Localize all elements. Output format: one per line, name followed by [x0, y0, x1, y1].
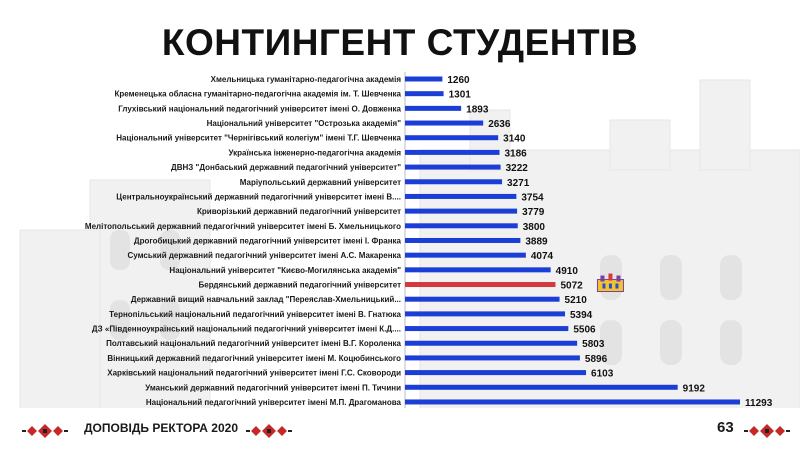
ornament-left-icon: [22, 424, 68, 438]
category-label: Національний педагогічний університет імені М.П. Драгоманова: [145, 397, 401, 407]
slide-title: КОНТИНГЕНТ СТУДЕНТІВ: [161, 22, 639, 63]
bar: [405, 341, 577, 346]
bar: [405, 135, 498, 140]
bar: [405, 209, 517, 214]
bar: [405, 179, 502, 184]
category-label: Уманський державний педагогічний університет імені П. Тичини: [145, 383, 401, 393]
data-label: 3754: [521, 192, 544, 204]
bar: [405, 223, 518, 228]
category-label: Харківський національний педагогічний університет імені Г.С. Сковороди: [107, 368, 401, 378]
category-label: Тернопільський національний педагогічний університет імені В. Гнатюка: [109, 309, 401, 319]
data-label: 5803: [582, 339, 605, 351]
category-label: Мелітопольський державний педагогічний університет імені Б. Хмельницького: [84, 221, 401, 231]
footer-report-title: ДОПОВІДЬ РЕКТОРА 2020: [84, 421, 238, 435]
bar: [405, 355, 580, 360]
university-building-icon: [597, 274, 623, 292]
data-label: 6103: [591, 368, 614, 380]
data-label: 5506: [573, 324, 596, 336]
bar: [405, 326, 568, 331]
category-label: Хмельницька гуманітарно-педагогічна академія: [210, 75, 401, 84]
category-label: Українська інженерно-педагогічна академія: [228, 148, 401, 158]
ornament-right-icon: [744, 424, 790, 438]
data-label: 3222: [505, 163, 528, 175]
bar: [405, 165, 501, 170]
data-label: 5072: [560, 280, 583, 292]
data-label: 3271: [507, 177, 530, 189]
bar: [405, 150, 500, 155]
category-label: Сумський державний педагогічний університет імені А.С. Макаренка: [127, 251, 401, 261]
data-label: 3779: [522, 207, 545, 219]
bar: [405, 297, 560, 302]
bar: [405, 370, 586, 375]
data-label: 1301: [448, 89, 471, 101]
page-number: 63: [717, 419, 734, 436]
data-label: 1893: [466, 104, 489, 116]
category-label: Бердянський державний педагогічний університет: [198, 280, 401, 290]
data-label: 4910: [555, 265, 578, 277]
bar: [405, 253, 526, 258]
category-label: Дрогобицький державний педагогічний університет імені І. Франка: [133, 236, 401, 246]
bar: [405, 267, 551, 272]
bar: [405, 91, 444, 96]
data-label: 4074: [530, 251, 554, 263]
category-label: Національний університет "Києво-Могилянська академія": [169, 265, 401, 275]
data-label: 3889: [525, 236, 548, 248]
bar: [405, 121, 483, 126]
bar: [405, 194, 516, 199]
bar: [405, 77, 442, 82]
data-label: 9192: [682, 383, 705, 395]
data-label: 3186: [504, 148, 527, 160]
data-label: 1260: [447, 75, 470, 86]
category-label: Центральноукраїнський державний педагогічний університет імені В....: [116, 192, 401, 202]
category-label: Вінницький державний педагогічний університет імені М. Коцюбинського: [107, 353, 401, 363]
category-label: Глухівський національний педагогічний університет імені О. Довженка: [118, 104, 401, 114]
category-label: Кременецька обласна гуманітарно-педагогічна академія ім. Т. Шевченка: [114, 89, 401, 99]
bar: [405, 106, 461, 111]
category-label: Державний вищий навчальний заклад "Переяслав-Хмельницький...: [130, 295, 401, 305]
data-label: 3140: [503, 133, 526, 145]
data-label: 5210: [564, 295, 587, 307]
category-label: Криворізький державний педагогічний університет: [197, 207, 401, 217]
category-label: Полтавський національний педагогічний університет імені В.Г. Короленка: [106, 339, 401, 349]
bar: [405, 311, 565, 316]
data-label: 5896: [584, 353, 608, 365]
data-label: 2636: [488, 119, 511, 131]
data-label: 3800: [522, 221, 545, 233]
category-label: Маріупольський державний університет: [239, 177, 401, 187]
ornament-middle-icon: [246, 424, 292, 438]
data-label: 5394: [570, 309, 593, 321]
category-label: Національний університет "Чернігівський колегіум" імені Т.Г. Шевченка: [116, 133, 401, 143]
bar: [405, 399, 740, 404]
bar: [405, 238, 520, 243]
bar: [405, 385, 678, 390]
bar-highlighted: [405, 282, 555, 287]
data-label: 11293: [745, 397, 773, 409]
category-label: ДЗ «Південноукраїнський національний педагогічний університет імені К.Д....: [91, 324, 401, 334]
category-label: Національний університет "Острозька академія": [206, 119, 401, 129]
category-label: ДВНЗ "Донбаський державний педагогічний університет": [171, 163, 401, 173]
